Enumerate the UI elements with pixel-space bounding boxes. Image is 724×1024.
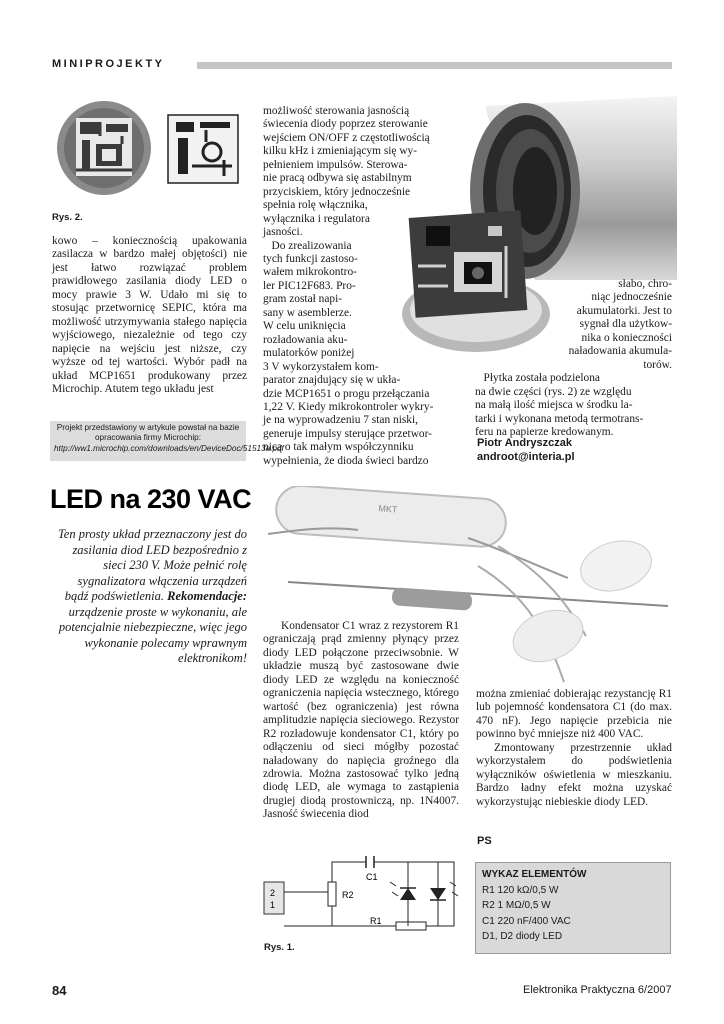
col3-line: sygnał dla użytkow- [579,318,672,331]
author-email[interactable]: androot@interia.pl [477,451,575,463]
col3-line: na dwie części (rys. 2) ze względu [475,385,632,398]
col2-line: mulatorków poniżej [263,347,355,360]
bom-box [475,862,671,954]
col2-text [263,105,459,468]
col2-line: je na wyprowadzeniu 7 stan niski, [263,414,419,427]
col2-line: gram został napi- [263,293,343,306]
note-link: http://ww1.microchip.com/downloads/en/DeviceDoc/51513a.pdf [54,443,284,453]
fig1-caption: Rys. 1. [264,942,295,953]
article2-author: PS [477,835,492,847]
col2-line: 3 V wykorzystałem kom- [263,360,379,373]
col3-line: naładowania akumula- [568,345,672,358]
note-box [50,421,284,461]
col2-line: możliwość sterowania jasnością [263,105,410,117]
col2-line: ler PIC12F683. Pro- [263,279,356,292]
col3-line: niąc jednocześnie [591,291,672,304]
article-title: LED na 230 VAC [50,484,252,514]
col1-paragraph: kowo – koniecznością upakowania zasilacza w bardzo małej objętości) nie jest łatwo rozwiązać problem prawidłowego zasilania diody LED o mocy prawie 3 W. Udało mi się to stosując przetwornicę SEPIC, która ma możliwość utrzymywania stałego napięcia wyjściowego, niezależnie od tego czy napięcie na wejściu jest niższe, czy wyższe od tej wartości. Wybór padł na układ MCP1651 produkowany przez Microchip. Atutem tego układu jest [52,235,247,395]
lead-text: Ten prosty układ przeznaczony jest do zasilania diod LED bezpośrednio z sieci 230 V. Może pełnić rolę sygnalizatora włączenia urządzeń bądź podświetlenia. [58,527,247,603]
bom-item: C1 220 nF/400 VAC [482,915,571,927]
col3-line: słabo, chro- [618,278,672,290]
bom-item: R2 1 MΩ/0,5 W [482,900,551,911]
col3-line: torów. [643,358,672,371]
col2-line: wypełnienia, że dioda świeci bardzo [263,454,429,467]
col2-line: wejściem ON/OFF z częstotliwością [263,131,430,144]
article-lead [52,527,247,667]
recommendation-text: urządzenie proste w wykonaniu, ale potencjalnie niebezpieczne, więc jego wykonanie polecamy wprawnym elektronikom! [58,604,247,665]
pin1-label: 1 [270,900,276,910]
col3-line: na małą ilość miejsca w środku la- [475,399,633,412]
col3-line: Płytka została podzielona [475,372,600,385]
article2-col-mid: Kondensator C1 wraz z rezystorem R1 ograniczają prąd zmienny płynący przez diody LED połączone przeciwsobnie. W układzie muszą być zastosowane dwie diody LED ze względu na konieczność ograniczenia napięcia wstecznego, którego wartość (bez ograniczenia) jest równa amplitudzie napięcia sieciowego. Rezystor R2 rozładowuje kondensator C1, który po odłączeniu od sieci mógłby pozostać naładowany do napięcia groźnego dla zdrowia. Można zastosować tylko jedną diodę LED, ale wymaga to zastąpienia drugiej diodą prostowniczą, np. 1N4007. Jasność świecenia diod [263,620,459,821]
col3-line: tarki i wykonana metodą termotrans- [475,412,644,425]
col2-line: rozładowania aku- [263,333,348,346]
col3-line: akumulatorki. Jest to [576,304,672,317]
note-text: Projekt przedstawiony w artykule powstał na bazie opracowania firmy Microchip: [56,423,240,443]
col2-line: przyciskiem, który jednocześnie [263,185,411,198]
section-label: MINIPROJEKTY [52,58,165,70]
section-divider-bar [197,62,672,69]
bom-item: R1 120 kΩ/0,5 W [482,884,559,896]
article2-para1: można zmieniać dobierając rezystancję R1 lub pojemność kondensatora C1 (do max. 470 nF). Jego napięcie przebicia nie powinno być mniejsze niż 400 VAC. [476,688,672,741]
bom-item: D1, D2 diody LED [482,931,563,942]
r2-label: R2 [342,890,354,900]
col2-line: jasności. [263,226,303,239]
col3-line: feru na papierze kredowanym. [475,425,614,438]
pcb-figure [56,100,246,208]
col2-line: W celu uniknięcia [263,320,346,333]
r1-label: R1 [370,916,382,926]
col3-text [475,278,672,439]
col2-line: kilku kHz i zmieniającym się wy- [263,145,418,158]
magazine-issue: Elektronika Praktyczna 6/2007 [523,984,672,996]
c1-label: C1 [366,872,378,882]
col2-line: tych funkcji zastoso- [263,252,358,265]
col2-line: pełnieniem impulsów. Sterowa- [263,158,408,171]
col3-line: nika o konieczności [581,331,672,344]
page-number: 84 [52,983,67,998]
col2-line: generuje impulsy sterujące przetwor- [263,427,432,440]
author-name: Piotr Andryszczak [477,437,572,449]
col2-line: nicą o tak małym współczynniku [263,441,414,454]
col2-line: wyłącznika i regulatora [263,212,370,225]
article2-col-right [476,688,672,809]
schematic-figure [262,852,472,938]
svg-text:MKT: MKT [378,503,398,515]
recommendation-label: Rekomendacje: [167,589,247,603]
col2-line: sany w asemblerze. [263,306,352,319]
fig2-caption: Rys. 2. [52,212,83,223]
col2-line: nie pracą odbywa się astabilnym [263,172,412,185]
col2-line: parator znajdujący się w ukła- [263,374,401,387]
col2-line: 1,22 V. Kiedy mikrokontroler wykry- [263,400,434,413]
col2-line: wałem mikrokontro- [263,266,357,279]
bom-title: WYKAZ ELEMENTÓW [482,869,587,880]
col2-line: spełnia rolę włącznika, [263,199,368,212]
article2-para2: Zmontowany przestrzennie układ wykorzystałem do podświetlenia wyłączników oświetlenia w mieszkaniu. Bardzo ładny efekt można uzyskać wykorzystując niebieskie diody LED. [476,741,672,808]
col2-line: Do zrealizowania [263,239,352,252]
col2-line: dzie MCP1651 o progu przełączania [263,387,430,400]
col2-line: świecenia diody poprzez sterowanie [263,118,428,131]
pin2-label: 2 [270,888,276,898]
